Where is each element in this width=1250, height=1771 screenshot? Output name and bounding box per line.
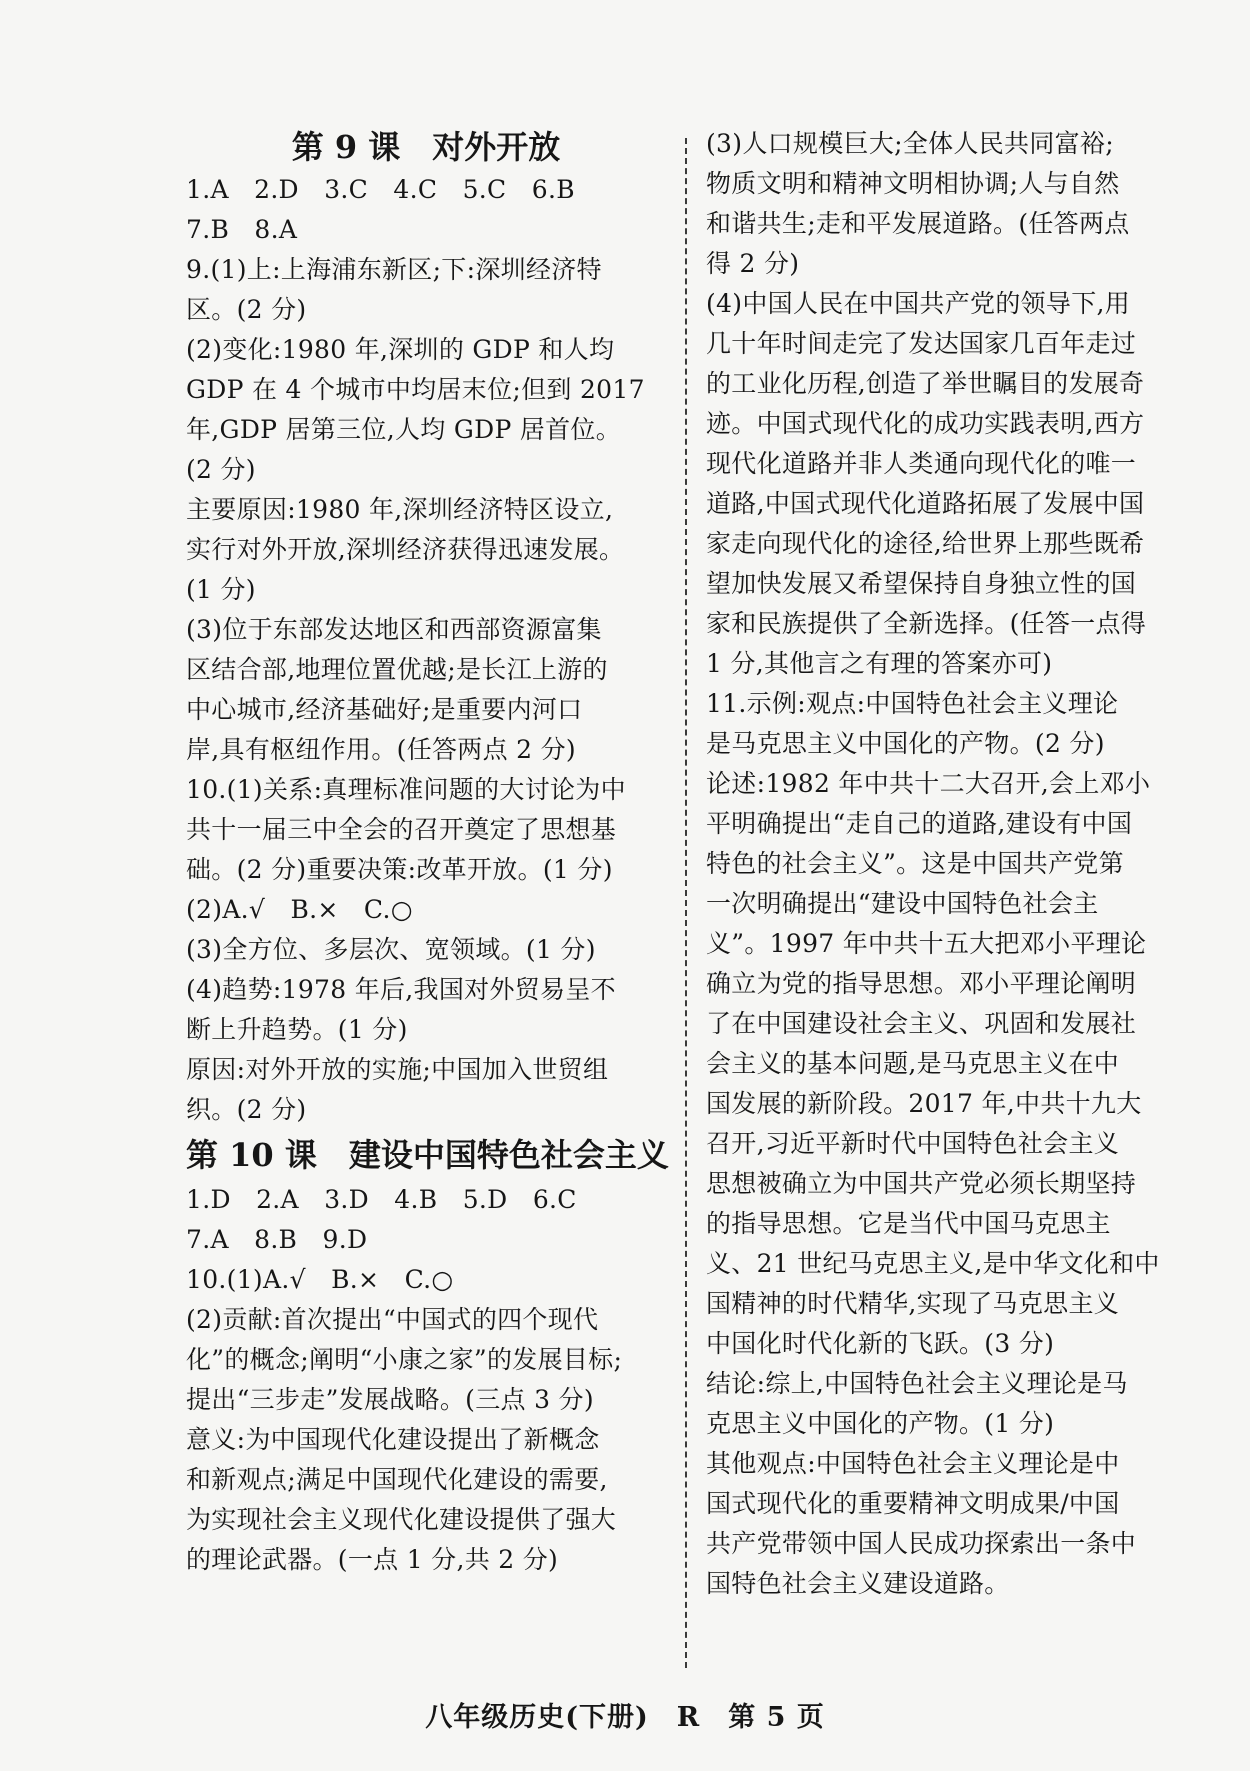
right-column-answers <box>706 124 1186 1604</box>
answer-line: 意义:为中国现代化建设提出了新概念 <box>186 1425 600 1454</box>
answer-line: 望加快发展又希望保持自身独立性的国 <box>706 569 1137 598</box>
answer-line: 11.示例:观点:中国特色社会主义理论 <box>706 689 1119 718</box>
answer-line: 义”。1997 年中共十五大把邓小平理论 <box>706 929 1147 958</box>
answer-line: 础。(2 分)重要决策:改革开放。(1 分) <box>186 855 613 884</box>
answer-line: 中国化时代化新的飞跃。(3 分) <box>706 1329 1055 1358</box>
answer-line: 中心城市,经济基础好;是重要内河口 <box>186 695 583 724</box>
answer-line: (3)全方位、多层次、宽领域。(1 分) <box>186 935 596 964</box>
lesson-9-title: 第 9 课 对外开放 <box>291 128 561 166</box>
answer-line: 1.A 2.D 3.C 4.C 5.C 6.B <box>186 175 575 204</box>
answer-line: 家走向现代化的途径,给世界上那些既希 <box>706 529 1145 558</box>
answer-line: 年,GDP 居第三位,人均 GDP 居首位。 <box>186 415 622 444</box>
answer-line: 平明确提出“走自己的道路,建设有中国 <box>706 809 1133 838</box>
answer-line: 的理论武器。(一点 1 分,共 2 分) <box>186 1545 559 1574</box>
answer-line: (2)贡献:首次提出“中国式的四个现代 <box>186 1305 599 1334</box>
answer-line: 7.B 8.A <box>186 215 298 244</box>
answer-line: 一次明确提出“建设中国特色社会主 <box>706 889 1099 918</box>
answer-line: 物质文明和精神文明相协调;人与自然 <box>706 169 1120 198</box>
answer-line: 国精神的时代精华,实现了马克思主义 <box>706 1289 1120 1318</box>
answer-line: (1 分) <box>186 575 256 604</box>
lesson-9-answers <box>186 170 666 1130</box>
answer-line: 共产党带领中国人民成功探索出一条中 <box>706 1529 1137 1558</box>
lesson-10-answers <box>186 1180 666 1580</box>
answer-line: 9.(1)上:上海浦东新区;下:深圳经济特 <box>186 255 602 284</box>
answer-line: (3)人口规模巨大;全体人民共同富裕; <box>706 129 1114 158</box>
answer-line: (2)变化:1980 年,深圳的 GDP 和人均 <box>186 335 615 364</box>
answer-line: 提出“三步走”发展战略。(三点 3 分) <box>186 1385 594 1414</box>
answer-line: 确立为党的指导思想。邓小平理论阐明 <box>706 969 1137 998</box>
answer-line: 原因:对外开放的实施;中国加入世贸组 <box>186 1055 609 1084</box>
answer-line: 10.(1)A.√ B.× C.○ <box>186 1265 454 1294</box>
answer-line: GDP 在 4 个城市中均居末位;但到 2017 <box>186 375 645 404</box>
answer-line: 国发展的新阶段。2017 年,中共十九大 <box>706 1089 1142 1118</box>
answer-line: 区结合部,地理位置优越;是长江上游的 <box>186 655 608 684</box>
answer-line: (4)趋势:1978 年后,我国对外贸易呈不 <box>186 975 616 1004</box>
answer-line: 和谐共生;走和平发展道路。(任答两点 <box>706 209 1130 238</box>
answer-line: 论述:1982 年中共十二大召开,会上邓小 <box>706 769 1151 798</box>
answer-line: 织。(2 分) <box>186 1095 307 1124</box>
answer-line: 国式现代化的重要精神文明成果/中国 <box>706 1489 1120 1518</box>
answer-line: 和新观点;满足中国现代化建设的需要, <box>186 1465 608 1494</box>
answer-line: 现代化道路并非人类通向现代化的唯一 <box>706 449 1137 478</box>
answer-line: 几十年时间走完了发达国家几百年走过 <box>706 329 1137 358</box>
answer-line: 的工业化历程,创造了举世瞩目的发展奇 <box>706 369 1145 398</box>
answer-line: 国特色社会主义建设道路。 <box>706 1569 1010 1598</box>
answer-line: 主要原因:1980 年,深圳经济特区设立, <box>186 495 614 524</box>
answer-line: 区。(2 分) <box>186 295 307 324</box>
answer-line: 道路,中国式现代化道路拓展了发展中国 <box>706 489 1145 518</box>
answer-line: 的指导思想。它是当代中国马克思主 <box>706 1209 1111 1238</box>
answer-line: (2 分) <box>186 455 256 484</box>
answer-line: 实行对外开放,深圳经济获得迅速发展。 <box>186 535 625 564</box>
answer-line: 岸,具有枢纽作用。(任答两点 2 分) <box>186 735 576 764</box>
answer-line: 克思主义中国化的产物。(1 分) <box>706 1409 1055 1438</box>
answer-line: 10.(1)关系:真理标准问题的大讨论为中 <box>186 775 626 804</box>
answer-line: 义、21 世纪马克思主义,是中华文化和中 <box>706 1249 1160 1278</box>
answer-line: 结论:综上,中国特色社会主义理论是马 <box>706 1369 1128 1398</box>
answer-line: (3)位于东部发达地区和西部资源富集 <box>186 615 602 644</box>
left-column <box>186 124 669 1580</box>
answer-line: 家和民族提供了全新选择。(任答一点得 <box>706 609 1147 638</box>
answer-line: 思想被确立为中国共产党必须长期坚持 <box>706 1169 1137 1198</box>
answer-line: 化”的概念;阐明“小康之家”的发展目标; <box>186 1345 623 1374</box>
answer-line: 共十一届三中全会的召开奠定了思想基 <box>186 815 617 844</box>
lesson-10-title: 第 10 课 建设中国特色社会主义 <box>186 1136 669 1174</box>
page-footer: 八年级历史(下册) R 第 5 页 <box>425 1702 825 1733</box>
answer-line: (2)A.√ B.× C.○ <box>186 895 413 924</box>
answer-line: 7.A 8.B 9.D <box>186 1225 368 1254</box>
answer-line: 1 分,其他言之有理的答案亦可) <box>706 649 1053 678</box>
answer-line: 迹。中国式现代化的成功实践表明,西方 <box>706 409 1145 438</box>
answer-line: 为实现社会主义现代化建设提供了强大 <box>186 1505 617 1534</box>
answer-line: 断上升趋势。(1 分) <box>186 1015 408 1044</box>
answer-line: 是马克思主义中国化的产物。(2 分) <box>706 729 1105 758</box>
answer-line: 特色的社会主义”。这是中国共产党第 <box>706 849 1124 878</box>
answer-line: (4)中国人民在中国共产党的领导下,用 <box>706 289 1131 318</box>
answer-line: 其他观点:中国特色社会主义理论是中 <box>706 1449 1120 1478</box>
answer-line: 得 2 分) <box>706 249 800 278</box>
answer-line: 了在中国建设社会主义、巩固和发展社 <box>706 1009 1137 1038</box>
column-divider <box>685 138 687 1668</box>
right-column <box>706 124 1186 1604</box>
answer-line: 会主义的基本问题,是马克思主义在中 <box>706 1049 1120 1078</box>
answer-line: 召开,习近平新时代中国特色社会主义 <box>706 1129 1120 1158</box>
answer-line: 1.D 2.A 3.D 4.B 5.D 6.C <box>186 1185 577 1214</box>
